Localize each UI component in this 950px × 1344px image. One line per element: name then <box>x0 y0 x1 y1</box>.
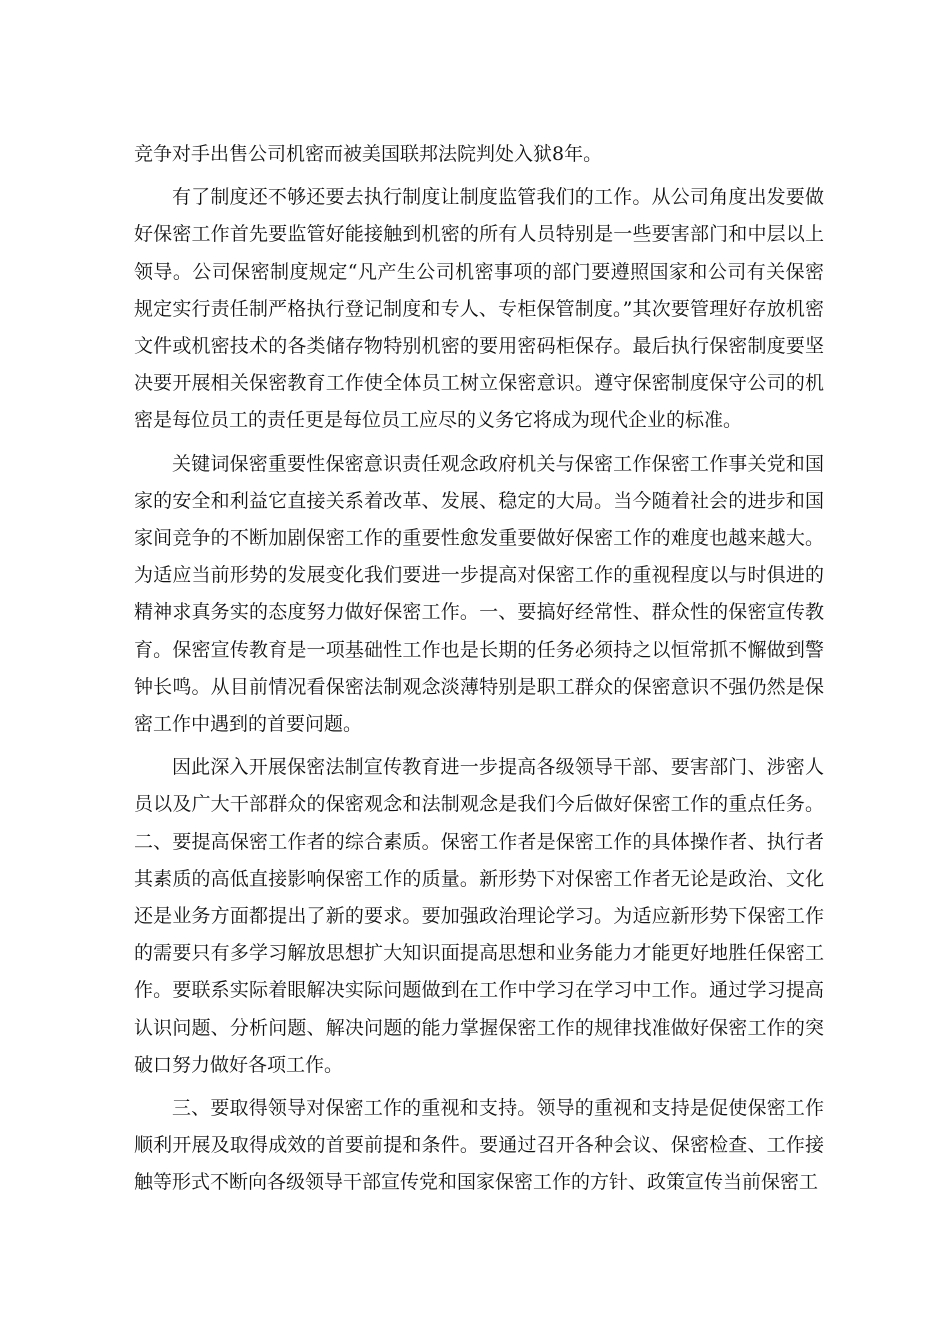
paragraph-education: 因此深入开展保密法制宣传教育进一步提高各级领导干部、要害部门、涉密人员以及广大干部群众的保密观念和法制观念是我们今后做好保密工作的重点任务。二、要提高保密工作者的综合素质。保密工作者是保密工作的具体操作者、执行者其素质的高低直接影响保密工作的质量。新形势下对保密工作者无论是政治、文化还是业务方面都提出了新的要求。要加强政治理论学习。为适应新形势下保密工作的需要只有多学习解放思想扩大知识面提高思想和业务能力才能更好地胜任保密工作。要联系实际着眼解决实际问题做到在工作中学习在学习中工作。通过学习提高认识问题、分析问题、解决问题的能力掌握保密工作的规律找准做好保密工作的突破口努力做好各项工作。 <box>134 756 824 1076</box>
paragraph-keywords: 关键词保密重要性保密意识责任观念政府机关与保密工作保密工作事关党和国家的安全和利益它直接关系着改革、发展、稳定的大局。当今随着社会的进步和国家间竞争的不断加剧保密工作的重要性愈发重要做好保密工作的难度也越来越大。为适应当前形势的发展变化我们要进一步提高对保密工作的重视程度以与时俱进的精神求真务实的态度努力做好保密工作。一、要搞好经常性、群众性的保密宣传教育。保密宣传教育是一项基础性工作也是长期的任务必须持之以恒常抓不懈做到警钟长鸣。从目前情况看保密法制观念淡薄特别是职工群众的保密意识不强仍然是保密工作中遇到的首要问题。 <box>134 452 824 736</box>
paragraph-leadership: 三、要取得领导对保密工作的重视和支持。领导的重视和支持是促使保密工作顺利开展及取得成效的首要前提和条件。要通过召开各种会议、保密检查、工作接触等形式不断向各级领导干部宣传党和国家保密工作的方针、政策宣传当前保密工 <box>134 1097 824 1194</box>
document-page <box>134 136 824 1208</box>
paragraph-continuation: 竞争对手出售公司机密而被美国联邦法院判处入狱8年。 <box>134 143 603 165</box>
paragraph-system-enforcement: 有了制度还不够还要去执行制度让制度监管我们的工作。从公司角度出发要做好保密工作首先要监管好能接触到机密的所有人员特别是一些要害部门和中层以上领导。公司保密制度规定“凡产生公司机密事项的部门要遵照国家和公司有关保密规定实行责任制严格执行登记制度和专人、专柜保管制度。”其次要管理好存放机密文件或机密技术的各类储存物特别机密的要用密码柜保存。最后执行保密制度要坚决要开展相关保密教育工作使全体员工树立保密意识。遵守保密制度保守公司的机密是每位员工的责任更是每位员工应尽的义务它将成为现代企业的标准。 <box>134 186 824 432</box>
